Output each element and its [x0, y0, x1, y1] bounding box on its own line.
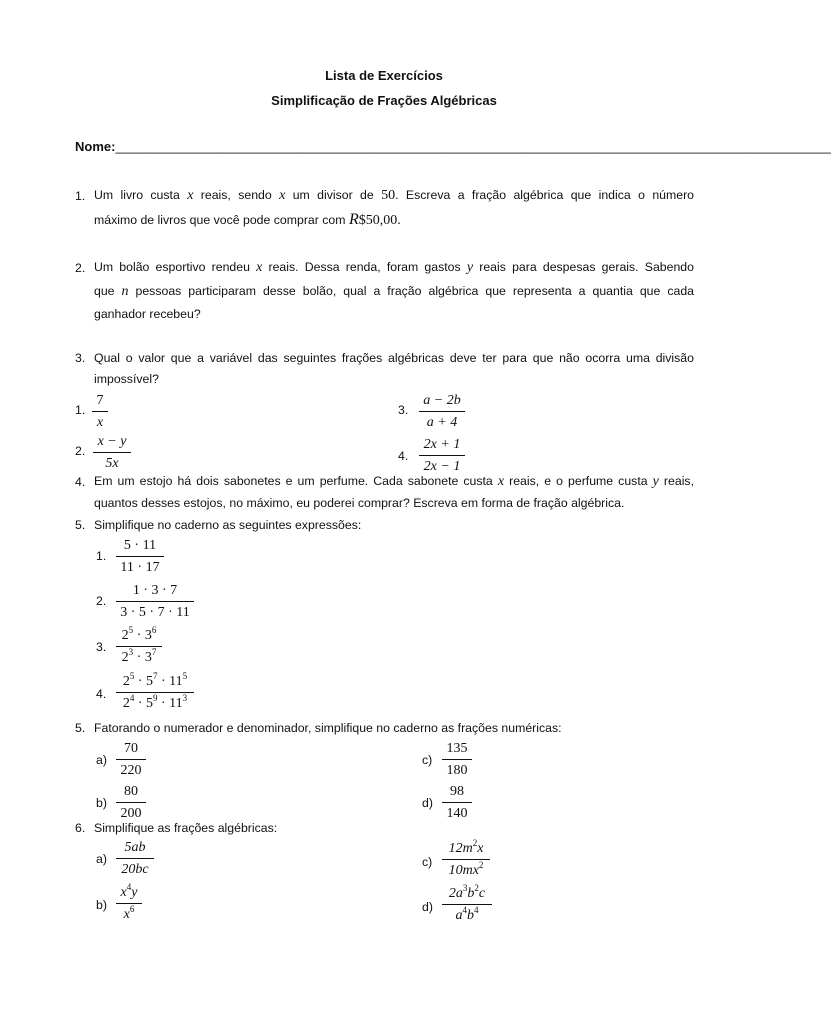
q6-item-c-fraction: 135 180: [442, 740, 472, 779]
q5-text: Simplifique no caderno as seguintes expressões:: [94, 518, 362, 532]
q5-number: 5.: [75, 518, 86, 532]
q3-item2-fraction: x − y 5x: [93, 433, 131, 472]
q3-item1-fraction: 7 x: [92, 392, 108, 431]
q5-item3-fraction: $2^5 \cdot 3^6$ $2^3 \cdot 3^7$: [116, 627, 162, 666]
q6-item-b-fraction: 80 200: [116, 783, 146, 822]
q6-item-a-label: a): [96, 753, 107, 767]
q3-number: 3.: [75, 351, 86, 365]
q6-item-b-label: b): [96, 796, 107, 810]
name-label: Nome:: [75, 139, 116, 154]
page-title: Lista de Exercícios: [325, 68, 443, 83]
q4-line2: quantos desses estojos, no máximo, eu poderei comprar? Escreva em forma de fração algébrica.: [94, 496, 625, 510]
q2-line1: Um bolão esportivo rendeu x reais. Dessa renda, foram gastos y reais para despesas gerais. Sabendo: [94, 260, 694, 275]
q3-line2: impossível?: [94, 372, 159, 386]
q6-text: Fatorando o numerador e denominador, simplifique no caderno as frações numéricas:: [94, 721, 562, 735]
q3-item3-fraction: a − 2b a + 4: [419, 392, 465, 431]
name-line: ___________________________________________________________________________________________________: [115, 139, 831, 154]
q5-item4-fraction: $2^5 \cdot 5^7 \cdot 11^5$ $2^4 \cdot 5^9 \cdot 11^3$: [116, 673, 194, 712]
page-subtitle: Simplificação de Frações Algébricas: [271, 93, 497, 108]
q7-item-d-fraction: $2a^3b^2c$ $a^4b^4$: [442, 885, 492, 924]
q7-item-b-label: b): [96, 898, 107, 912]
q3-item4-label: 4.: [398, 449, 409, 463]
q5-item1-fraction: 5 · 11 11 · 17: [116, 537, 164, 576]
q5-item3-label: 3.: [96, 640, 107, 654]
q7-item-c-fraction: $12m^2x$ $10mx^2$: [442, 840, 490, 879]
q6-item-d-label: d): [422, 796, 433, 810]
q1-number: 1.: [75, 189, 86, 203]
q6-item-c-label: c): [422, 753, 433, 767]
q5-item1-label: 1.: [96, 549, 107, 563]
q3-item4-fraction: 2x + 1 2x − 1: [419, 436, 465, 475]
q4-number: 4.: [75, 475, 86, 489]
q1-line1: Um livro custa x reais, sendo x um divisor de 50. Escreva a fração algébrica que indica o número: [94, 188, 695, 203]
q6-item-d-fraction: 98 140: [442, 783, 472, 822]
q5-item2-label: 2.: [96, 594, 107, 608]
q3-line1: Qual o valor que a variável das seguintes frações algébricas deve ter para que não ocorra uma divisão: [94, 351, 694, 365]
q7-item-a-label: a): [96, 852, 107, 866]
q4-line1: Em um estojo há dois sabonetes e um perfume. Cada sabonete custa x reais, e o perfume custa y reais,: [94, 474, 694, 489]
q7-item-c-label: c): [422, 855, 433, 869]
q3-item2-label: 2.: [75, 444, 86, 458]
q6-number: 5.: [75, 721, 86, 735]
q7-number: 6.: [75, 821, 86, 835]
name-field[interactable]: [75, 139, 831, 154]
q1-line2: máximo de livros que você pode comprar com R$50,00.: [94, 211, 401, 228]
q2-number: 2.: [75, 261, 86, 275]
q7-text: Simplifique as frações algébricas:: [94, 821, 278, 835]
q2-line3: ganhador recebeu?: [94, 307, 201, 321]
q5-item2-fraction: 1 · 3 · 7 3 · 5 · 7 · 11: [116, 582, 194, 621]
q7-item-a-fraction: 5ab 20bc: [116, 839, 154, 878]
q3-item1-label: 1.: [75, 403, 86, 417]
q6-item-a-fraction: 70 220: [116, 740, 146, 779]
q7-item-b-fraction: $x^4y$ $x^6$: [116, 884, 142, 923]
q5-item4-label: 4.: [96, 687, 107, 701]
q2-line2: que n pessoas participaram desse bolão, qual a fração algébrica que representa a quantia que cada: [94, 284, 694, 299]
q7-item-d-label: d): [422, 900, 433, 914]
q3-item3-label: 3.: [398, 403, 409, 417]
